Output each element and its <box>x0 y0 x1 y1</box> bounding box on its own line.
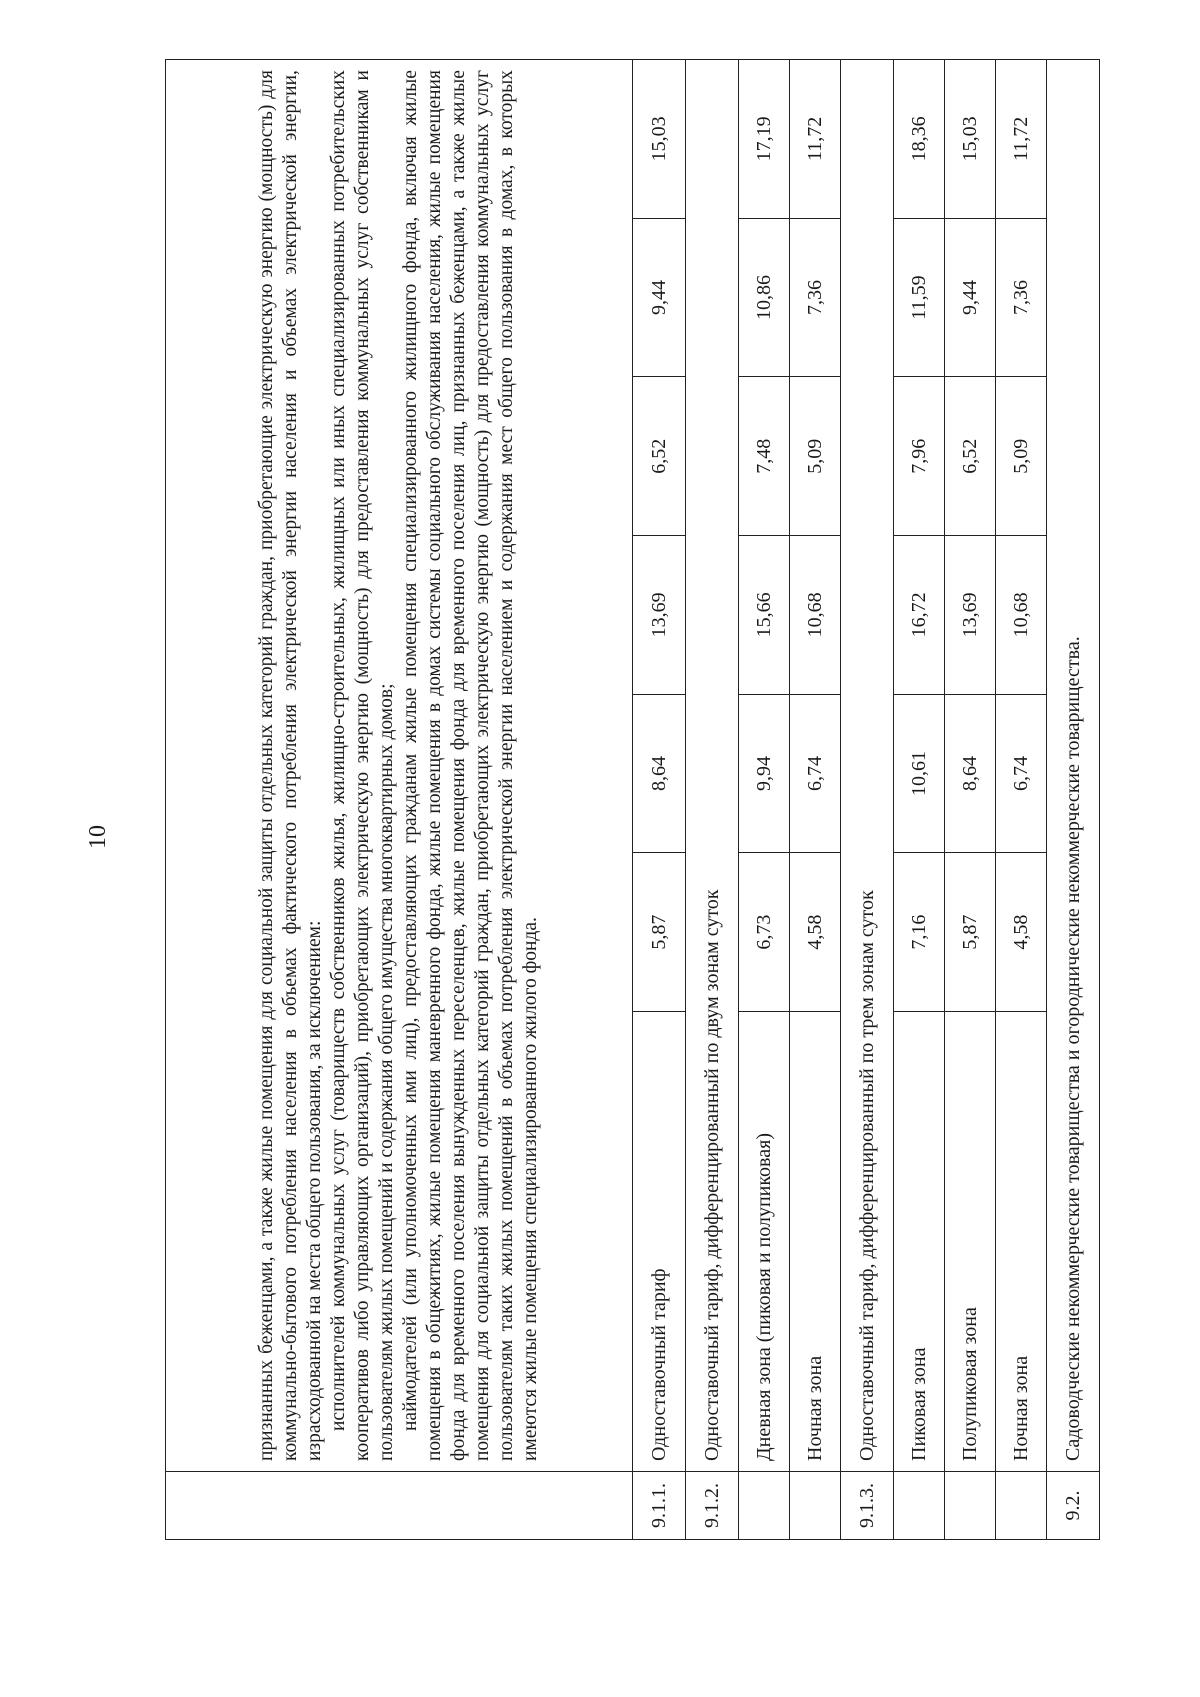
zone-value: 5,09 <box>790 377 841 536</box>
tariff-value: 5,87 <box>633 853 686 1012</box>
zone-value: 16,72 <box>894 536 945 695</box>
zone-value: 10,68 <box>790 536 841 695</box>
zone-value: 7,48 <box>739 377 790 536</box>
description-num-cell <box>166 1472 633 1540</box>
row-number-empty <box>945 1472 996 1540</box>
row-number: 9.1.1. <box>633 1472 686 1540</box>
zone-name: Ночная зона <box>790 1012 841 1472</box>
row-number-empty <box>790 1472 841 1540</box>
zone-name: Дневная зона (пиковая и полупиковая) <box>739 1012 790 1472</box>
zone-row <box>996 60 1047 1540</box>
zone-row <box>739 60 790 1540</box>
row-number: 9.1.2. <box>686 1472 739 1540</box>
zone-row <box>894 60 945 1540</box>
tariff-table <box>165 59 1100 1540</box>
tariff-name: Одноставочный тариф <box>633 1012 686 1472</box>
tariff-value: 13,69 <box>633 536 686 695</box>
zone-value: 11,59 <box>894 218 945 377</box>
section-title: Одноставочный тариф, дифференцированный по трем зонам суток <box>841 60 894 1472</box>
zone-value: 15,03 <box>945 60 996 219</box>
zone-value: 13,69 <box>945 536 996 695</box>
section-title: Одноставочный тариф, дифференцированный по двум зонам суток <box>686 60 739 1472</box>
zone-value: 11,72 <box>790 60 841 219</box>
section-header-row <box>1047 60 1100 1540</box>
zone-value: 11,72 <box>996 60 1047 219</box>
tariff-value: 15,03 <box>633 60 686 219</box>
tariff-value: 6,52 <box>633 377 686 536</box>
intro-paragraph-3: наймодателей (или уполномоченных ими лиц), предоставляющих гражданам жилые помещения специализированного жилищного фонда, включая жилые помещения в общежитиях, жилые помещения маневренного фонда, жилые помещения в домах системы социального обслуживания населения, жилые помещения фонда для временного поселения вынужденных переселенцев, жилые помещения фонда для временного поселения лиц, признанных беженцами, а также жилые помещения для социальной защиты отдельных категорий граждан, приобретающих электрическую энергию (мощность) для предоставления коммунальных услуг пользователям таких жилых помещений в объемах потребления электрической энергии населением и содержания мест общего пользования в домах, в которых имеются жилые помещения специализированного жилого фонда. <box>400 70 541 1461</box>
zone-value: 10,68 <box>996 536 1047 695</box>
row-number-empty <box>894 1472 945 1540</box>
zone-value: 4,58 <box>996 853 1047 1012</box>
row-number-empty <box>996 1472 1047 1540</box>
tariff-value: 8,64 <box>633 694 686 853</box>
page-number: 10 <box>85 825 111 849</box>
zone-name: Пиковая зона <box>894 1012 945 1472</box>
rotated-table-container <box>165 60 1115 1540</box>
zone-value: 10,61 <box>894 694 945 853</box>
zone-value: 15,66 <box>739 536 790 695</box>
zone-value: 17,19 <box>739 60 790 219</box>
zone-value: 4,58 <box>790 853 841 1012</box>
tariff-value: 9,44 <box>633 218 686 377</box>
row-number: 9.1.3. <box>841 1472 894 1540</box>
zone-value: 7,36 <box>790 218 841 377</box>
zone-value: 9,44 <box>945 218 996 377</box>
row-number-empty <box>739 1472 790 1540</box>
zone-value: 7,96 <box>894 377 945 536</box>
zone-value: 18,36 <box>894 60 945 219</box>
intro-paragraph-2: исполнителей коммунальных услуг (товариществ собственников жилья, жилищно-строительных, жилищных или иных специализированных потребительских кооперативов либо управляющих организаций), приобретающих электрическую энергию (мощность) для предоставления коммунальных услуг собственникам и пользователям жилых помещений и содержания общего имущества многоквартирных домов; <box>328 70 398 1461</box>
zone-name: Полупиковая зона <box>945 1012 996 1472</box>
zone-value: 6,74 <box>790 694 841 853</box>
tariff-row <box>633 60 686 1540</box>
zone-value: 9,94 <box>739 694 790 853</box>
description-row <box>166 60 633 1540</box>
zone-row <box>790 60 841 1540</box>
zone-value: 5,87 <box>945 853 996 1012</box>
section-header-row <box>841 60 894 1540</box>
zone-value: 5,09 <box>996 377 1047 536</box>
intro-paragraph-1: признанных беженцами, а также жилые помещения для социальной защиты отдельных категорий граждан, приобретающие электрическую энергию (мощность) для коммунально-бытового потребления населения в объемах фактического потребления электрической энергии населения и объемах электрической энергии, израсходованной на места общего пользования, за исключением: <box>256 70 326 1461</box>
zone-value: 6,73 <box>739 853 790 1012</box>
row-number: 9.2. <box>1047 1472 1100 1540</box>
zone-value: 7,36 <box>996 218 1047 377</box>
section-header-row <box>686 60 739 1540</box>
description-cell <box>166 60 633 1472</box>
zone-name: Ночная зона <box>996 1012 1047 1472</box>
zone-value: 6,74 <box>996 694 1047 853</box>
zone-value: 10,86 <box>739 218 790 377</box>
section-title: Садоводческие некоммерческие товарищества и огороднические некоммерческие товарищества. <box>1047 60 1100 1472</box>
zone-value: 6,52 <box>945 377 996 536</box>
zone-value: 8,64 <box>945 694 996 853</box>
zone-row <box>945 60 996 1540</box>
zone-value: 7,16 <box>894 853 945 1012</box>
